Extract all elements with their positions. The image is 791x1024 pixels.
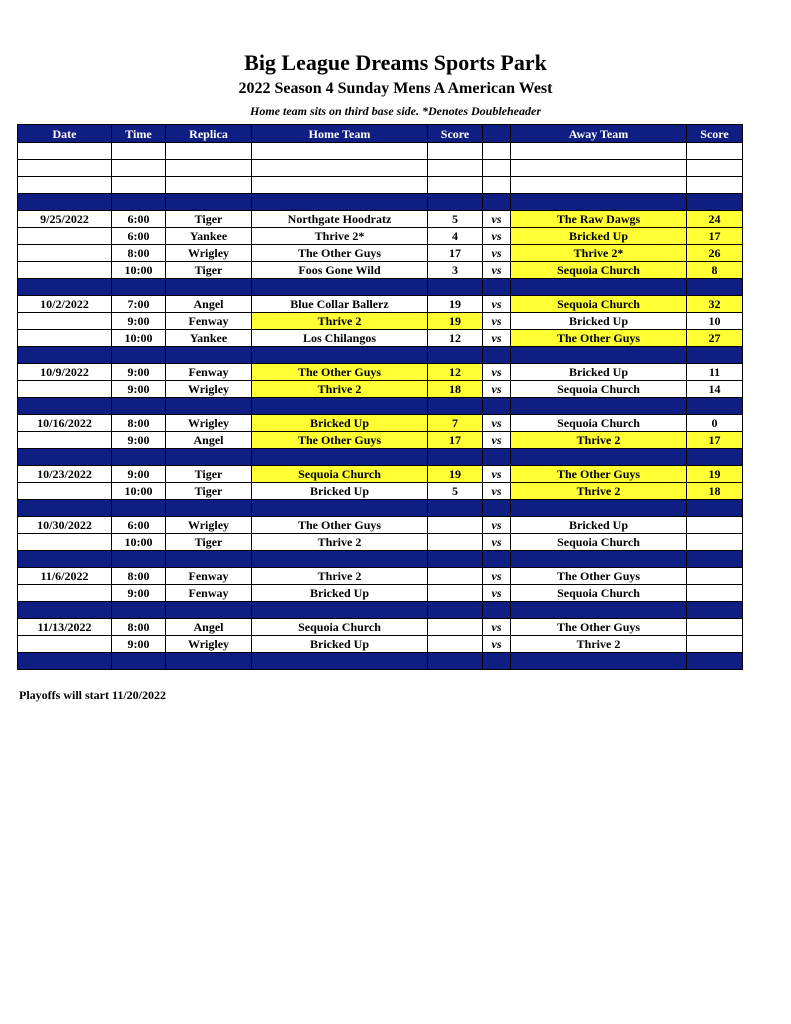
separator-cell [18,500,112,517]
blank-cell [166,143,252,160]
separator-cell [483,194,511,211]
time-cell: 9:00 [112,381,166,398]
replica-cell: Tiger [166,466,252,483]
separator-cell [687,347,743,364]
separator-cell [18,449,112,466]
home-team-cell: Foos Gone Wild [252,262,428,279]
separator-cell [166,602,252,619]
date-cell: 11/13/2022 [18,619,112,636]
game-row [18,534,743,551]
replica-cell: Fenway [166,313,252,330]
time-cell: 10:00 [112,262,166,279]
vs-cell: vs [483,636,511,653]
home-score-cell: 17 [428,432,483,449]
time-cell: 10:00 [112,534,166,551]
separator-cell [112,602,166,619]
away-score-cell [687,585,743,602]
away-score-cell: 17 [687,228,743,245]
away-score-cell: 11 [687,364,743,381]
replica-cell: Fenway [166,568,252,585]
blank-cell [428,177,483,194]
separator-cell [112,500,166,517]
separator-cell [112,398,166,415]
home-score-cell: 5 [428,211,483,228]
separator-cell [112,551,166,568]
separator-cell [428,449,483,466]
vs-cell: vs [483,364,511,381]
date-cell [18,330,112,347]
replica-cell: Yankee [166,330,252,347]
home-team-cell: Los Chilangos [252,330,428,347]
vs-cell: vs [483,466,511,483]
home-score-cell [428,585,483,602]
separator-row [18,347,743,364]
blank-cell [511,160,687,177]
col-time: Time [112,125,166,143]
separator-row [18,279,743,296]
replica-cell: Wrigley [166,415,252,432]
separator-cell [18,653,112,670]
date-cell: 9/25/2022 [18,211,112,228]
separator-cell [483,347,511,364]
time-cell: 6:00 [112,211,166,228]
away-team-cell: Thrive 2 [511,483,687,500]
separator-cell [166,551,252,568]
away-team-cell: Sequoia Church [511,415,687,432]
blank-cell [428,160,483,177]
separator-cell [252,551,428,568]
blank-cell [483,143,511,160]
separator-cell [166,347,252,364]
away-score-cell: 26 [687,245,743,262]
separator-cell [166,279,252,296]
away-team-cell: The Other Guys [511,619,687,636]
blank-cell [687,143,743,160]
home-score-cell [428,636,483,653]
blank-cell [687,160,743,177]
blank-row [18,177,743,194]
away-score-cell: 17 [687,432,743,449]
blank-cell [252,143,428,160]
date-cell [18,432,112,449]
separator-cell [687,602,743,619]
game-row [18,466,743,483]
replica-cell: Angel [166,619,252,636]
time-cell: 8:00 [112,245,166,262]
separator-cell [483,602,511,619]
game-row [18,381,743,398]
separator-cell [252,347,428,364]
home-score-cell: 12 [428,364,483,381]
blank-cell [166,177,252,194]
blank-cell [428,143,483,160]
separator-cell [428,500,483,517]
vs-cell: vs [483,619,511,636]
vs-cell: vs [483,415,511,432]
away-team-cell: Sequoia Church [511,534,687,551]
separator-cell [428,398,483,415]
away-team-cell: Bricked Up [511,228,687,245]
away-score-cell: 8 [687,262,743,279]
home-team-cell: Thrive 2 [252,568,428,585]
away-score-cell: 18 [687,483,743,500]
game-row [18,415,743,432]
game-row [18,364,743,381]
date-cell: 11/6/2022 [18,568,112,585]
blank-cell [166,160,252,177]
playoffs-note: Playoffs will start 11/20/2022 [19,688,166,702]
separator-cell [687,653,743,670]
separator-cell [483,398,511,415]
col-away-team: Away Team [511,125,687,143]
date-cell [18,262,112,279]
replica-cell: Tiger [166,262,252,279]
date-cell [18,483,112,500]
date-cell [18,534,112,551]
date-cell: 10/9/2022 [18,364,112,381]
game-row [18,585,743,602]
replica-cell: Tiger [166,534,252,551]
col-away-score: Score [687,125,743,143]
game-row [18,568,743,585]
blank-cell [511,143,687,160]
separator-row [18,449,743,466]
away-score-cell: 19 [687,466,743,483]
home-score-cell [428,534,483,551]
home-score-cell: 4 [428,228,483,245]
separator-row [18,653,743,670]
separator-cell [511,347,687,364]
away-team-cell: The Other Guys [511,568,687,585]
vs-cell: vs [483,211,511,228]
away-team-cell: The Raw Dawgs [511,211,687,228]
game-row [18,483,743,500]
game-row [18,330,743,347]
away-score-cell [687,517,743,534]
col-home-team: Home Team [252,125,428,143]
col-date: Date [18,125,112,143]
home-team-cell: The Other Guys [252,364,428,381]
separator-cell [483,500,511,517]
separator-cell [166,500,252,517]
blank-cell [18,160,112,177]
blank-row [18,143,743,160]
time-cell: 9:00 [112,585,166,602]
separator-cell [18,279,112,296]
replica-cell: Wrigley [166,636,252,653]
date-cell: 10/2/2022 [18,296,112,313]
home-score-cell: 12 [428,330,483,347]
separator-cell [511,449,687,466]
vs-cell: vs [483,330,511,347]
away-team-cell: The Other Guys [511,466,687,483]
home-team-cell: Bricked Up [252,415,428,432]
date-cell: 10/23/2022 [18,466,112,483]
date-cell [18,228,112,245]
away-team-cell: Sequoia Church [511,296,687,313]
away-team-cell: Sequoia Church [511,262,687,279]
blank-cell [687,177,743,194]
blank-cell [511,177,687,194]
home-score-cell: 17 [428,245,483,262]
time-cell: 9:00 [112,636,166,653]
date-cell [18,585,112,602]
game-row [18,313,743,330]
separator-cell [483,449,511,466]
away-score-cell: 24 [687,211,743,228]
home-score-cell [428,517,483,534]
separator-cell [252,194,428,211]
vs-cell: vs [483,228,511,245]
blank-cell [112,177,166,194]
replica-cell: Angel [166,296,252,313]
home-team-cell: Northgate Hoodratz [252,211,428,228]
separator-cell [687,398,743,415]
home-team-cell: The Other Guys [252,432,428,449]
vs-cell: vs [483,483,511,500]
separator-cell [511,653,687,670]
separator-cell [687,449,743,466]
date-cell [18,245,112,262]
blank-cell [112,160,166,177]
separator-cell [166,194,252,211]
away-team-cell: Sequoia Church [511,381,687,398]
home-score-cell [428,619,483,636]
time-cell: 9:00 [112,364,166,381]
blank-cell [252,177,428,194]
home-team-cell: Thrive 2 [252,534,428,551]
separator-cell [428,194,483,211]
game-row [18,296,743,313]
away-team-cell: Bricked Up [511,364,687,381]
away-team-cell: Thrive 2* [511,245,687,262]
away-score-cell: 0 [687,415,743,432]
separator-cell [511,279,687,296]
away-score-cell: 14 [687,381,743,398]
away-score-cell [687,619,743,636]
home-team-cell: Thrive 2 [252,313,428,330]
home-team-cell: The Other Guys [252,245,428,262]
separator-cell [252,653,428,670]
home-team-cell: Thrive 2* [252,228,428,245]
vs-cell: vs [483,585,511,602]
home-team-cell: The Other Guys [252,517,428,534]
schedule-subtitle: 2022 Season 4 Sunday Mens A American West [238,80,553,97]
separator-cell [428,347,483,364]
replica-cell: Tiger [166,211,252,228]
game-row [18,619,743,636]
game-row [18,245,743,262]
replica-cell: Wrigley [166,381,252,398]
time-cell: 6:00 [112,517,166,534]
separator-cell [511,500,687,517]
separator-cell [483,551,511,568]
date-cell [18,313,112,330]
date-cell: 10/16/2022 [18,415,112,432]
separator-cell [166,653,252,670]
separator-cell [511,194,687,211]
replica-cell: Wrigley [166,245,252,262]
home-team-cell: Sequoia Church [252,466,428,483]
separator-cell [511,398,687,415]
home-score-cell [428,568,483,585]
vs-cell: vs [483,245,511,262]
time-cell: 9:00 [112,432,166,449]
away-score-cell: 27 [687,330,743,347]
col-home-score: Score [428,125,483,143]
blank-cell [483,160,511,177]
blank-cell [252,160,428,177]
separator-cell [112,653,166,670]
away-team-cell: Thrive 2 [511,636,687,653]
separator-cell [252,500,428,517]
separator-cell [687,194,743,211]
time-cell: 10:00 [112,483,166,500]
separator-cell [252,602,428,619]
separator-cell [112,347,166,364]
away-score-cell [687,568,743,585]
vs-cell: vs [483,381,511,398]
separator-cell [112,194,166,211]
separator-cell [483,279,511,296]
date-cell [18,636,112,653]
home-score-cell: 3 [428,262,483,279]
away-score-cell: 10 [687,313,743,330]
separator-cell [18,602,112,619]
separator-cell [112,449,166,466]
separator-cell [18,551,112,568]
replica-cell: Yankee [166,228,252,245]
col-vs [483,125,511,143]
vs-cell: vs [483,432,511,449]
away-team-cell: The Other Guys [511,330,687,347]
time-cell: 9:00 [112,313,166,330]
home-team-cell: Sequoia Church [252,619,428,636]
game-row [18,432,743,449]
vs-cell: vs [483,262,511,279]
vs-cell: vs [483,296,511,313]
home-team-cell: Thrive 2 [252,381,428,398]
game-row [18,228,743,245]
col-replica: Replica [166,125,252,143]
home-score-cell: 7 [428,415,483,432]
header-row [18,125,743,143]
time-cell: 10:00 [112,330,166,347]
separator-row [18,602,743,619]
separator-cell [483,653,511,670]
away-team-cell: Thrive 2 [511,432,687,449]
separator-cell [252,279,428,296]
replica-cell: Fenway [166,364,252,381]
time-cell: 6:00 [112,228,166,245]
separator-cell [687,279,743,296]
separator-cell [112,279,166,296]
time-cell: 8:00 [112,619,166,636]
time-cell: 9:00 [112,466,166,483]
separator-cell [18,194,112,211]
date-cell: 10/30/2022 [18,517,112,534]
home-score-cell: 19 [428,466,483,483]
separator-cell [428,279,483,296]
separator-row [18,500,743,517]
replica-cell: Angel [166,432,252,449]
separator-cell [511,602,687,619]
separator-cell [18,347,112,364]
home-team-cell: Bricked Up [252,585,428,602]
separator-cell [428,602,483,619]
time-cell: 8:00 [112,568,166,585]
replica-cell: Fenway [166,585,252,602]
vs-cell: vs [483,517,511,534]
game-row [18,517,743,534]
separator-cell [252,398,428,415]
schedule-body [18,143,743,670]
game-row [18,636,743,653]
separator-cell [166,398,252,415]
time-cell: 7:00 [112,296,166,313]
separator-cell [687,551,743,568]
away-score-cell [687,636,743,653]
vs-cell: vs [483,534,511,551]
separator-row [18,194,743,211]
separator-cell [428,653,483,670]
separator-cell [252,449,428,466]
home-score-cell: 19 [428,296,483,313]
home-team-cell: Bricked Up [252,636,428,653]
away-score-cell [687,534,743,551]
blank-cell [18,177,112,194]
away-score-cell: 32 [687,296,743,313]
schedule-note: Home team sits on third base side. *Denotes Doubleheader [250,104,541,118]
page-title: Big League Dreams Sports Park [244,50,547,75]
blank-row [18,160,743,177]
away-team-cell: Bricked Up [511,313,687,330]
replica-cell: Wrigley [166,517,252,534]
home-score-cell: 19 [428,313,483,330]
separator-row [18,551,743,568]
vs-cell: vs [483,313,511,330]
replica-cell: Tiger [166,483,252,500]
separator-cell [166,449,252,466]
separator-cell [511,551,687,568]
schedule-table [17,124,743,670]
vs-cell: vs [483,568,511,585]
game-row [18,211,743,228]
home-team-cell: Blue Collar Ballerz [252,296,428,313]
blank-cell [18,143,112,160]
away-team-cell: Sequoia Church [511,585,687,602]
home-team-cell: Bricked Up [252,483,428,500]
game-row [18,262,743,279]
date-cell [18,381,112,398]
separator-cell [18,398,112,415]
blank-cell [112,143,166,160]
away-team-cell: Bricked Up [511,517,687,534]
home-score-cell: 18 [428,381,483,398]
time-cell: 8:00 [112,415,166,432]
blank-cell [483,177,511,194]
separator-cell [687,500,743,517]
separator-cell [428,551,483,568]
separator-row [18,398,743,415]
home-score-cell: 5 [428,483,483,500]
